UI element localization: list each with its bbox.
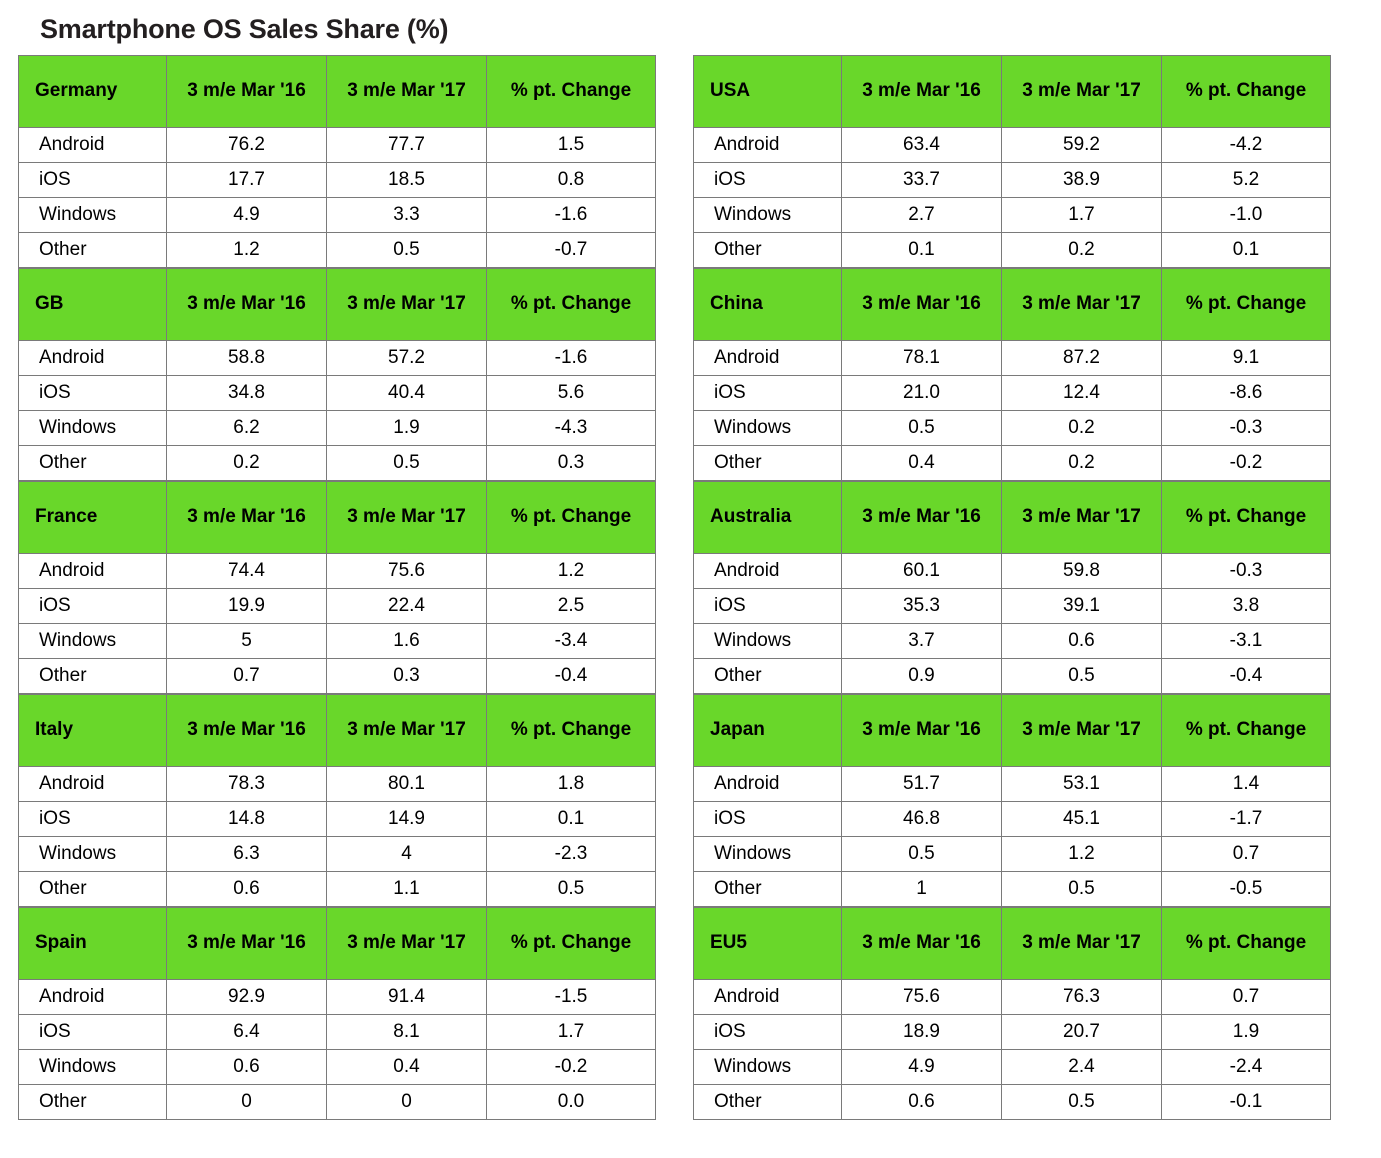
cell-y2017: 59.2 (1002, 128, 1162, 163)
cell-y2017: 1.9 (327, 411, 487, 446)
os-label: Other (694, 659, 842, 694)
cell-change: -1.5 (487, 980, 656, 1015)
column-header: 3 m/e Mar '17 (327, 482, 487, 554)
cell-y2017: 4 (327, 837, 487, 872)
cell-change: -8.6 (1162, 376, 1331, 411)
cell-change: -2.3 (487, 837, 656, 872)
cell-y2017: 77.7 (327, 128, 487, 163)
table-row (19, 198, 656, 233)
table-row (694, 767, 1331, 802)
cell-y2017: 0.2 (1002, 411, 1162, 446)
table-row (694, 589, 1331, 624)
cell-change: -4.3 (487, 411, 656, 446)
cell-y2017: 40.4 (327, 376, 487, 411)
cell-y2017: 0.3 (327, 659, 487, 694)
table-row (694, 1015, 1331, 1050)
cell-change: 0.7 (1162, 837, 1331, 872)
column-header: 3 m/e Mar '17 (327, 56, 487, 128)
cell-y2016: 0.1 (842, 233, 1002, 268)
cell-change: 1.2 (487, 554, 656, 589)
cell-y2016: 0.9 (842, 659, 1002, 694)
os-label: iOS (694, 163, 842, 198)
cell-y2017: 1.6 (327, 624, 487, 659)
column-header: 3 m/e Mar '17 (327, 695, 487, 767)
column-header: 3 m/e Mar '17 (1002, 695, 1162, 767)
cell-y2017: 38.9 (1002, 163, 1162, 198)
column-header: 3 m/e Mar '17 (1002, 908, 1162, 980)
table-header-row (19, 482, 656, 554)
cell-change: 0.5 (487, 872, 656, 907)
table-row (19, 659, 656, 694)
cell-change: -1.6 (487, 341, 656, 376)
table-row (19, 163, 656, 198)
cell-y2016: 19.9 (167, 589, 327, 624)
column-header: 3 m/e Mar '16 (167, 482, 327, 554)
table-row (19, 341, 656, 376)
os-label: Other (19, 1085, 167, 1120)
cell-change: -0.3 (1162, 554, 1331, 589)
column-header: 3 m/e Mar '16 (167, 908, 327, 980)
cell-y2016: 33.7 (842, 163, 1002, 198)
cell-y2016: 14.8 (167, 802, 327, 837)
os-label: Windows (19, 411, 167, 446)
cell-y2016: 34.8 (167, 376, 327, 411)
table-row (694, 980, 1331, 1015)
cell-y2017: 18.5 (327, 163, 487, 198)
cell-y2017: 20.7 (1002, 1015, 1162, 1050)
table-row (694, 128, 1331, 163)
os-share-table-eu5 (693, 907, 1331, 1120)
column-header: 3 m/e Mar '16 (842, 269, 1002, 341)
cell-change: -4.2 (1162, 128, 1331, 163)
cell-change: 0.1 (1162, 233, 1331, 268)
cell-y2016: 35.3 (842, 589, 1002, 624)
cell-change: 0.0 (487, 1085, 656, 1120)
os-label: Android (19, 128, 167, 163)
os-label: iOS (694, 802, 842, 837)
cell-y2017: 39.1 (1002, 589, 1162, 624)
column-header: % pt. Change (1162, 482, 1331, 554)
cell-y2017: 0.5 (327, 233, 487, 268)
os-label: iOS (19, 1015, 167, 1050)
table-row (19, 980, 656, 1015)
os-share-table-gb (18, 268, 656, 481)
table-row (19, 1050, 656, 1085)
os-label: Other (19, 872, 167, 907)
cell-change: -3.4 (487, 624, 656, 659)
region-header: France (19, 482, 167, 554)
table-row (694, 198, 1331, 233)
cell-change: -0.4 (1162, 659, 1331, 694)
os-label: Windows (19, 1050, 167, 1085)
os-label: Windows (694, 837, 842, 872)
cell-y2016: 63.4 (842, 128, 1002, 163)
column-header: % pt. Change (487, 56, 656, 128)
os-label: Android (694, 341, 842, 376)
cell-y2016: 1.2 (167, 233, 327, 268)
table-row (19, 802, 656, 837)
table-header-row (694, 695, 1331, 767)
table-row (694, 554, 1331, 589)
cell-y2016: 78.3 (167, 767, 327, 802)
cell-y2017: 3.3 (327, 198, 487, 233)
cell-y2016: 21.0 (842, 376, 1002, 411)
table-row (694, 624, 1331, 659)
region-header: GB (19, 269, 167, 341)
column-header: 3 m/e Mar '16 (842, 56, 1002, 128)
cell-y2016: 0.5 (842, 837, 1002, 872)
cell-y2017: 53.1 (1002, 767, 1162, 802)
tables-container (18, 55, 1363, 1120)
cell-change: 0.3 (487, 446, 656, 481)
os-label: Other (19, 233, 167, 268)
cell-y2017: 45.1 (1002, 802, 1162, 837)
cell-change: -3.1 (1162, 624, 1331, 659)
cell-change: -0.3 (1162, 411, 1331, 446)
table-row (19, 128, 656, 163)
cell-change: -0.2 (487, 1050, 656, 1085)
table-row (694, 802, 1331, 837)
os-label: Other (19, 659, 167, 694)
column-header: % pt. Change (1162, 269, 1331, 341)
os-label: Other (694, 1085, 842, 1120)
table-row (694, 163, 1331, 198)
cell-y2016: 5 (167, 624, 327, 659)
cell-y2017: 14.9 (327, 802, 487, 837)
table-row (694, 659, 1331, 694)
cell-y2017: 59.8 (1002, 554, 1162, 589)
cell-change: -0.5 (1162, 872, 1331, 907)
os-share-table-germany (18, 55, 656, 268)
os-label: Android (19, 767, 167, 802)
cell-y2016: 6.3 (167, 837, 327, 872)
table-row (19, 1085, 656, 1120)
column-header: 3 m/e Mar '17 (1002, 269, 1162, 341)
region-header: EU5 (694, 908, 842, 980)
cell-y2016: 2.7 (842, 198, 1002, 233)
os-label: Android (19, 554, 167, 589)
cell-y2017: 75.6 (327, 554, 487, 589)
cell-y2017: 76.3 (1002, 980, 1162, 1015)
right-column (693, 55, 1330, 1120)
cell-y2016: 1 (842, 872, 1002, 907)
table-row (19, 872, 656, 907)
cell-change: 0.1 (487, 802, 656, 837)
cell-y2017: 1.7 (1002, 198, 1162, 233)
os-label: Other (694, 872, 842, 907)
os-label: iOS (19, 163, 167, 198)
table-row (19, 624, 656, 659)
cell-y2017: 0 (327, 1085, 487, 1120)
cell-y2017: 0.2 (1002, 446, 1162, 481)
cell-y2016: 4.9 (167, 198, 327, 233)
os-share-table-italy (18, 694, 656, 907)
region-header: China (694, 269, 842, 341)
table-row (19, 376, 656, 411)
table-header-row (19, 695, 656, 767)
cell-y2016: 0.7 (167, 659, 327, 694)
column-header: 3 m/e Mar '16 (167, 269, 327, 341)
cell-change: 3.8 (1162, 589, 1331, 624)
os-label: iOS (694, 376, 842, 411)
os-label: Other (19, 446, 167, 481)
os-label: Windows (19, 198, 167, 233)
table-row (694, 872, 1331, 907)
os-share-table-china (693, 268, 1331, 481)
cell-y2016: 0.6 (167, 872, 327, 907)
os-label: Android (694, 980, 842, 1015)
cell-y2016: 76.2 (167, 128, 327, 163)
os-label: Android (19, 980, 167, 1015)
os-label: iOS (694, 589, 842, 624)
os-label: iOS (19, 802, 167, 837)
cell-y2016: 0.6 (842, 1085, 1002, 1120)
cell-y2016: 4.9 (842, 1050, 1002, 1085)
left-column (18, 55, 655, 1120)
column-header: 3 m/e Mar '17 (1002, 482, 1162, 554)
os-label: Windows (694, 198, 842, 233)
cell-y2016: 17.7 (167, 163, 327, 198)
cell-y2017: 12.4 (1002, 376, 1162, 411)
cell-y2017: 0.6 (1002, 624, 1162, 659)
table-row (19, 446, 656, 481)
os-label: iOS (19, 376, 167, 411)
column-header: % pt. Change (487, 482, 656, 554)
column-header: % pt. Change (1162, 908, 1331, 980)
cell-y2017: 1.2 (1002, 837, 1162, 872)
table-header-row (19, 908, 656, 980)
os-label: Windows (694, 411, 842, 446)
cell-y2016: 75.6 (842, 980, 1002, 1015)
os-label: Android (694, 554, 842, 589)
table-row (694, 341, 1331, 376)
column-header: % pt. Change (487, 908, 656, 980)
table-row (19, 411, 656, 446)
table-row (694, 446, 1331, 481)
table-header-row (694, 908, 1331, 980)
page-title: Smartphone OS Sales Share (%) (40, 14, 449, 44)
table-row (19, 837, 656, 872)
cell-y2017: 0.5 (327, 446, 487, 481)
table-header-row (19, 269, 656, 341)
os-label: iOS (19, 589, 167, 624)
table-header-row (694, 56, 1331, 128)
region-header: USA (694, 56, 842, 128)
os-label: iOS (694, 1015, 842, 1050)
table-row (694, 411, 1331, 446)
cell-y2017: 80.1 (327, 767, 487, 802)
os-share-table-australia (693, 481, 1331, 694)
region-header: Germany (19, 56, 167, 128)
os-share-table-spain (18, 907, 656, 1120)
cell-y2017: 0.5 (1002, 1085, 1162, 1120)
region-header: Australia (694, 482, 842, 554)
table-row (19, 233, 656, 268)
table-row (694, 837, 1331, 872)
os-label: Windows (19, 624, 167, 659)
region-header: Japan (694, 695, 842, 767)
column-header: 3 m/e Mar '17 (327, 908, 487, 980)
cell-change: 1.8 (487, 767, 656, 802)
cell-y2016: 46.8 (842, 802, 1002, 837)
cell-change: -1.0 (1162, 198, 1331, 233)
column-header: 3 m/e Mar '17 (1002, 56, 1162, 128)
os-label: Windows (694, 624, 842, 659)
table-header-row (19, 56, 656, 128)
cell-y2017: 0.4 (327, 1050, 487, 1085)
cell-y2016: 92.9 (167, 980, 327, 1015)
cell-y2017: 0.5 (1002, 872, 1162, 907)
cell-y2016: 58.8 (167, 341, 327, 376)
cell-y2016: 60.1 (842, 554, 1002, 589)
column-header: 3 m/e Mar '16 (842, 695, 1002, 767)
column-header: 3 m/e Mar '16 (167, 56, 327, 128)
cell-change: 1.5 (487, 128, 656, 163)
cell-y2016: 0.4 (842, 446, 1002, 481)
region-header: Spain (19, 908, 167, 980)
table-row (19, 554, 656, 589)
os-share-table-japan (693, 694, 1331, 907)
cell-change: -0.7 (487, 233, 656, 268)
cell-y2016: 6.2 (167, 411, 327, 446)
cell-y2017: 57.2 (327, 341, 487, 376)
cell-y2017: 1.1 (327, 872, 487, 907)
os-label: Other (694, 446, 842, 481)
cell-y2017: 0.2 (1002, 233, 1162, 268)
cell-y2016: 0.6 (167, 1050, 327, 1085)
cell-y2017: 91.4 (327, 980, 487, 1015)
cell-change: 1.7 (487, 1015, 656, 1050)
os-label: Windows (19, 837, 167, 872)
cell-change: 1.9 (1162, 1015, 1331, 1050)
os-share-table-france (18, 481, 656, 694)
table-header-row (694, 269, 1331, 341)
cell-y2016: 51.7 (842, 767, 1002, 802)
table-row (19, 1015, 656, 1050)
table-row (694, 233, 1331, 268)
region-header: Italy (19, 695, 167, 767)
column-header: 3 m/e Mar '16 (842, 482, 1002, 554)
cell-y2017: 8.1 (327, 1015, 487, 1050)
cell-y2016: 3.7 (842, 624, 1002, 659)
cell-y2017: 0.5 (1002, 659, 1162, 694)
cell-y2016: 74.4 (167, 554, 327, 589)
column-header: % pt. Change (1162, 695, 1331, 767)
table-row (19, 589, 656, 624)
cell-change: 5.2 (1162, 163, 1331, 198)
cell-y2016: 0.5 (842, 411, 1002, 446)
cell-change: -0.4 (487, 659, 656, 694)
cell-y2016: 18.9 (842, 1015, 1002, 1050)
column-header: 3 m/e Mar '16 (167, 695, 327, 767)
os-label: Android (694, 128, 842, 163)
os-label: Android (694, 767, 842, 802)
column-header: % pt. Change (1162, 56, 1331, 128)
os-label: Android (19, 341, 167, 376)
column-header: 3 m/e Mar '17 (327, 269, 487, 341)
cell-y2016: 6.4 (167, 1015, 327, 1050)
column-header: % pt. Change (487, 695, 656, 767)
cell-y2017: 87.2 (1002, 341, 1162, 376)
os-label: Windows (694, 1050, 842, 1085)
os-label: Other (694, 233, 842, 268)
cell-y2017: 22.4 (327, 589, 487, 624)
table-row (694, 376, 1331, 411)
cell-y2017: 2.4 (1002, 1050, 1162, 1085)
table-row (694, 1085, 1331, 1120)
cell-change: -1.7 (1162, 802, 1331, 837)
cell-change: 2.5 (487, 589, 656, 624)
column-header: 3 m/e Mar '16 (842, 908, 1002, 980)
cell-change: -2.4 (1162, 1050, 1331, 1085)
cell-change: -0.2 (1162, 446, 1331, 481)
cell-change: 5.6 (487, 376, 656, 411)
cell-change: -1.6 (487, 198, 656, 233)
cell-y2016: 78.1 (842, 341, 1002, 376)
cell-change: 1.4 (1162, 767, 1331, 802)
column-header: % pt. Change (487, 269, 656, 341)
cell-change: 9.1 (1162, 341, 1331, 376)
cell-change: -0.1 (1162, 1085, 1331, 1120)
cell-change: 0.8 (487, 163, 656, 198)
table-header-row (694, 482, 1331, 554)
os-share-table-usa (693, 55, 1331, 268)
cell-y2016: 0.2 (167, 446, 327, 481)
cell-change: 0.7 (1162, 980, 1331, 1015)
table-row (19, 767, 656, 802)
table-row (694, 1050, 1331, 1085)
cell-y2016: 0 (167, 1085, 327, 1120)
